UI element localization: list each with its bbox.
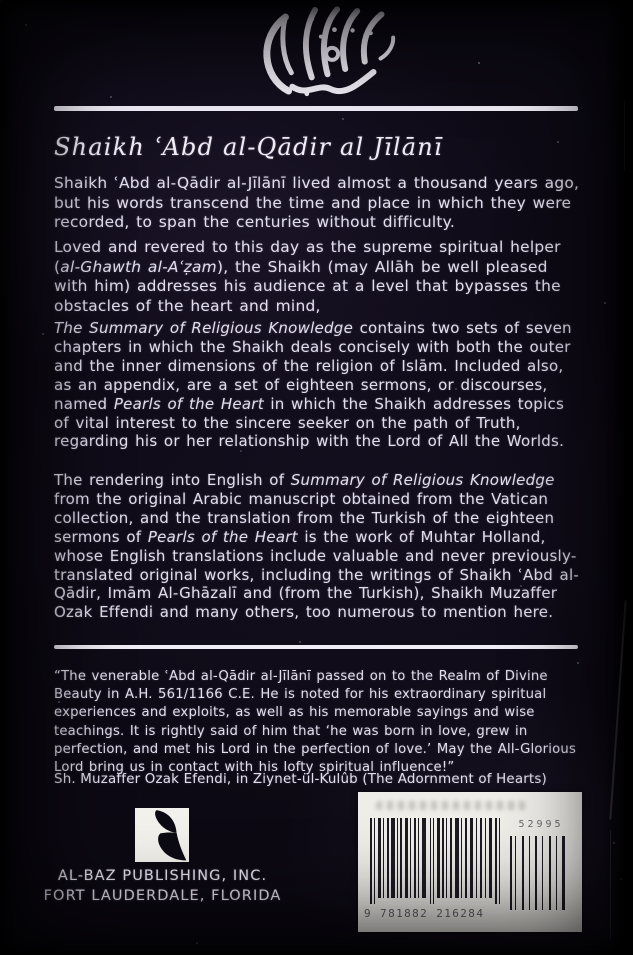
paragraph-summary-contents: The Summary of Religious Knowledge contains two sets of seven chapters in which the Shaikh deals concisely with both the outer and the inner dimensions of the religion of Islām. Included also, as an appendix, are a set of eighteen sermons, or discourses, named Pearls of the Heart in which the Shaikh addresses topics of vital interest to the sincere seeker on the path of Truth, regarding his or her relationship with the Lord of All the Worlds. [54,319,572,451]
ean-barcode-icon [370,818,502,904]
top-divider-rule [54,106,578,111]
paragraph-intro: Shaikh ʿAbd al-Qādir al-Jīlānī lived almost a thousand years ago, but his words transcend the time and place in which they were recorded, to span the centuries without difficulty. [54,174,580,232]
publisher-name: AL-BAZ PUBLISHING, INC. [57,868,268,884]
falcon-logo-icon [135,807,189,863]
paragraph-translator: The rendering into English of Summary of Religious Knowledge from the original Arabic manuscript obtained from the Vatican collection, and the translation from the Turkish of the eighteen sermons of Pearls of the Heart is the work of Muhtar Holland, whose English translations include valuable and never previously-translated original works, including the writings of Shaikh ʿAbd al-Qādir, Imām Al-Ghāzalī and (from the Turkish), Shaikh Muzaffer Ozak Effendi and many others, too numerous to mention here. [54,471,580,622]
paragraph-ghawth: Loved and revered to this day as the supreme spiritual helper (al-Ghawth al-Aʿẓam), the Shaikh (may Allāh be well pleased with him) addresses his audience at a level that bypasses the obstacles of the heart and mind, [54,238,561,315]
mashallah-calligraphy-emblem [252,2,408,102]
scan-speckles [0,0,2,2]
barcode-addon-number: 52995 [518,819,564,830]
scratch-mark [610,830,611,940]
calligraphy-icon [252,2,408,102]
endorsement-quote: “The venerable ʿAbd al-Qādir al-Jīlānī passed on to the Realm of Divine Beauty in A.H. 561/1166 C.E. He is noted for his extraordinary spiritual experiences and exploits, as well as his memorable sayings and wise teachings. It is rightly said of him that ‘he was born in love, grew in perfection, and met his Lord in the perfection of love.’ May the All-Glorious Lord bring us in contact with his lofty spiritual influence!” [54,669,577,776]
scratch-mark [624,100,625,170]
faint-isbn-text [376,801,526,810]
publisher-location: FORT LAUDERDALE, FLORIDA [43,888,282,904]
bottom-divider-rule [54,645,578,649]
barcode-number: 9 781882 216284 [364,907,485,920]
page-title: Shaikh ʿAbd al-Qādir al Jīlānī [54,133,443,161]
quote-attribution: Sh. Muzaffer Ozak Efendi, in Ziynet-ül-Kulûb (The Adornment of Hearts) [54,772,547,787]
barcode-addon-icon [510,836,572,910]
barcode-panel [358,792,582,932]
publisher-block [30,868,295,904]
publisher-logo [135,807,189,863]
